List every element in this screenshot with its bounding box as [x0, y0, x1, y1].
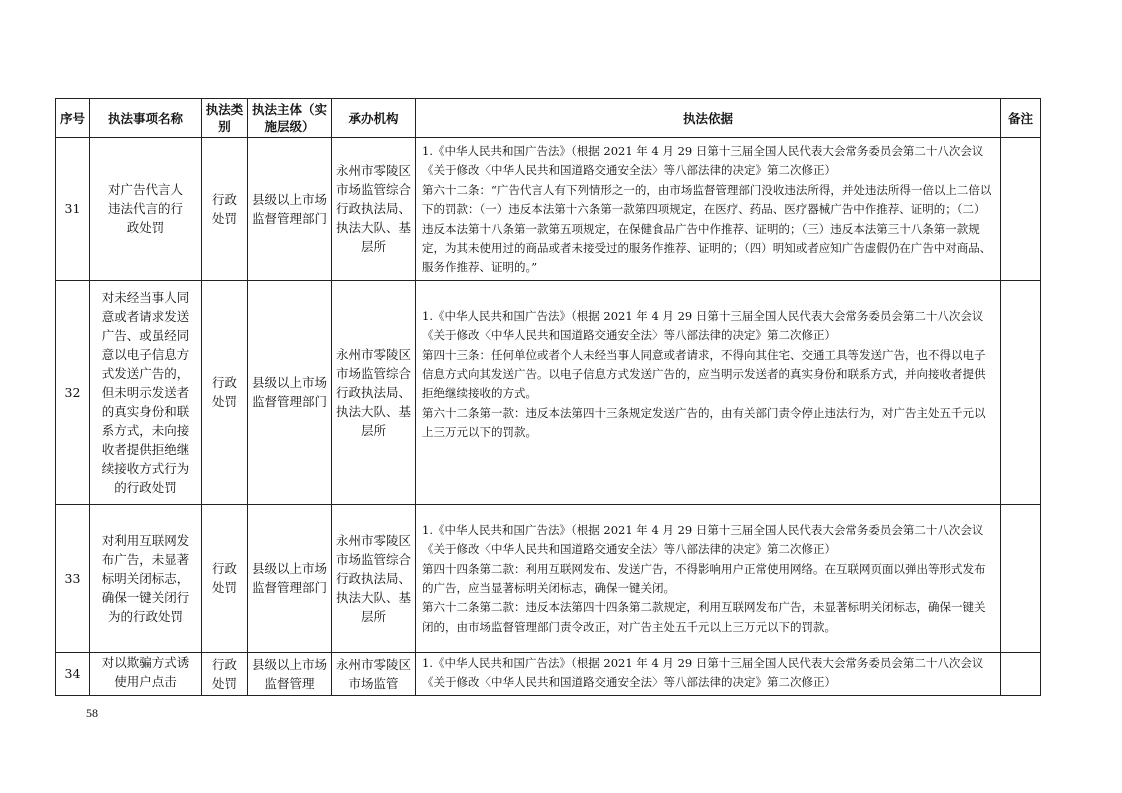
basis-paragraph: 1.《中华人民共和国广告法》（根据 2021 年 4 月 29 日第十三届全国人民代表大会常务委员会第二十八次会议《关于修改〈中华人民共和国道路交通安全法〉等八部法律的决定》第二次修正） — [422, 655, 984, 690]
table-row — [56, 280, 1041, 504]
row-item-name: 对广告代言人违法代言的行政处罚 — [90, 138, 202, 281]
row-subject: 县级以上市场监督管理部门 — [248, 504, 332, 652]
header-remarks: 备注 — [1001, 99, 1041, 138]
row-item-name: 对以欺骗方式诱使用户点击 — [90, 652, 202, 695]
header-seq: 序号 — [56, 99, 90, 138]
header-subject: 执法主体（实施层级） — [248, 99, 332, 138]
basis-paragraph: 第六十二条第一款：违反本法第四十三条规定发送广告的，由有关部门责令停止违法行为，对广告主处五千元以上三万元以下的罚款。 — [422, 405, 986, 440]
table-row — [56, 504, 1041, 652]
row-agency: 永州市零陵区市场监管综合行政执法局、执法大队、基层所 — [332, 504, 416, 652]
row-category: 行政处罚 — [202, 504, 248, 652]
row-category: 行政处罚 — [202, 138, 248, 281]
row-subject: 县级以上市场监督管理部门 — [248, 280, 332, 504]
row-item-name: 对利用互联网发布广告，未显著标明关闭标志，确保一键关闭行为的行政处罚 — [90, 504, 202, 652]
row-remarks — [1001, 280, 1041, 504]
basis-paragraph: 第六十二条：“广告代言人有下列情形之一的，由市场监督管理部门没收违法所得，并处违法所得一倍以上二倍以下的罚款：（一）违反本法第十六条第一款第四项规定，在医疗、药品、医疗器械广告中作推荐、证明的；（二）违反本法第十八条第一款第五项规定，在保健食品广告中作推荐、证明的；（三）违反本法第三十八条第一款规定，为其未使用过的商品或者未接受过的服务作推荐、证明的；（四）明知或者应知广告虚假仍在广告中对商品、服务作推荐、证明的。” — [422, 182, 992, 275]
row-seq: 34 — [56, 652, 90, 695]
header-agency: 承办机构 — [332, 99, 416, 138]
row-seq: 31 — [56, 138, 90, 281]
row-remarks — [1001, 138, 1041, 281]
row-remarks — [1001, 504, 1041, 652]
row-agency: 永州市零陵区市场监管综合行政执法局、执法大队、基层所 — [332, 280, 416, 504]
basis-paragraph: 第四十三条：任何单位或者个人未经当事人同意或者请求，不得向其住宅、交通工具等发送广告，也不得以电子信息方式向其发送广告。以电子信息方式发送广告的，应当明示发送者的真实身份和联系方式，并向接收者提供拒绝继续接收的方式。 — [422, 347, 986, 401]
row-seq: 32 — [56, 280, 90, 504]
header-row — [56, 99, 1041, 138]
enforcement-table — [55, 98, 1041, 696]
row-item-name: 对未经当事人同意或者请求发送广告、或虽经同意以电子信息方式发送广告的，但未明示发送者的真实身份和联系方式，未向接收者提供拒绝继续接收方式行为的行政处罚 — [90, 280, 202, 504]
table-row — [56, 138, 1041, 281]
row-basis — [416, 652, 1001, 695]
row-subject: 县级以上市场监督管理 — [248, 652, 332, 695]
header-name: 执法事项名称 — [90, 99, 202, 138]
row-remarks — [1001, 652, 1041, 695]
row-agency: 永州市零陵区市场监管 — [332, 652, 416, 695]
header-basis: 执法依据 — [416, 99, 1001, 138]
basis-paragraph: 第四十四条第二款：利用互联网发布、发送广告，不得影响用户正常使用网络。在互联网页面以弹出等形式发布的广告，应当显著标明关闭标志，确保一键关闭。 — [422, 561, 986, 596]
basis-paragraph: 1.《中华人民共和国广告法》（根据 2021 年 4 月 29 日第十三届全国人民代表大会常务委员会第二十八次会议《关于修改〈中华人民共和国道路交通安全法〉等八部法律的决定》第二次修正） — [422, 144, 984, 178]
row-category: 行政处罚 — [202, 280, 248, 504]
row-basis — [416, 138, 1001, 281]
table-row — [56, 652, 1041, 695]
row-basis — [416, 280, 1001, 504]
row-basis — [416, 504, 1001, 652]
row-category: 行政处罚 — [202, 652, 248, 695]
row-seq: 33 — [56, 504, 90, 652]
header-category: 执法类别 — [202, 99, 248, 138]
page-number: 58 — [86, 706, 98, 720]
basis-paragraph: 第六十二条第二款：违反本法第四十四条第二款规定，利用互联网发布广告，未显著标明关闭标志，确保一键关闭的，由市场监督管理部门责令改正，对广告主处五千元以上三万元以下的罚款。 — [422, 600, 986, 634]
basis-paragraph: 1.《中华人民共和国广告法》（根据 2021 年 4 月 29 日第十三届全国人民代表大会常务委员会第二十八次会议《关于修改〈中华人民共和国道路交通安全法〉等八部法律的决定》第二次修正） — [422, 308, 984, 343]
row-agency: 永州市零陵区市场监管综合行政执法局、执法大队、基层所 — [332, 138, 416, 281]
basis-paragraph: 1.《中华人民共和国广告法》（根据 2021 年 4 月 29 日第十三届全国人民代表大会常务委员会第二十八次会议《关于修改〈中华人民共和国道路交通安全法〉等八部法律的决定》第二次修正） — [422, 522, 984, 557]
row-subject: 县级以上市场监督管理部门 — [248, 138, 332, 281]
